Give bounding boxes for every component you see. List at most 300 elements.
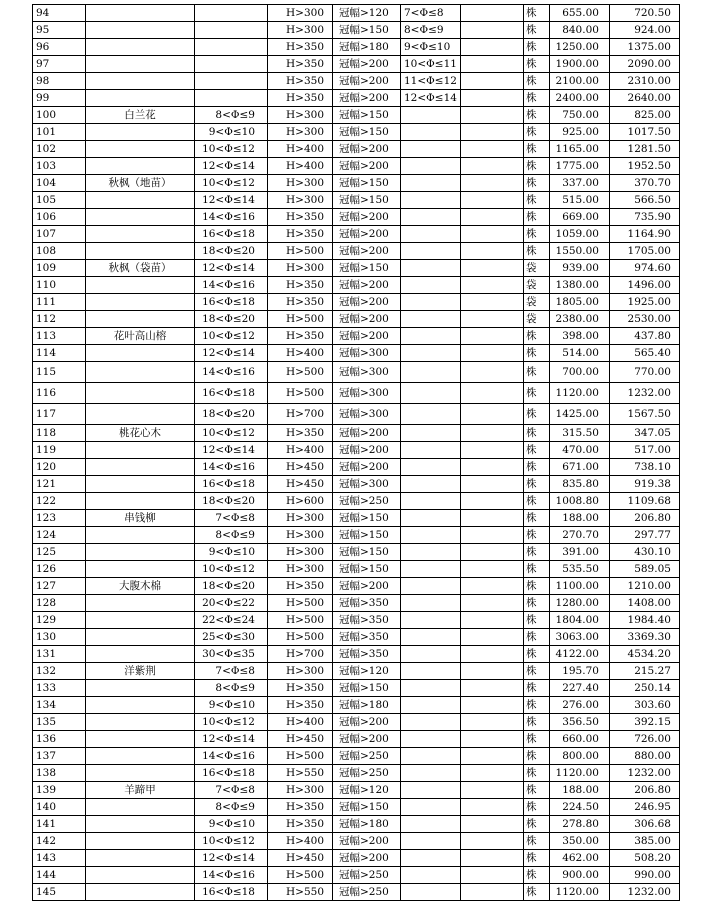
plant-name-cell <box>86 867 195 884</box>
diameter-spec-cell: 20<Φ≤22 <box>195 595 268 612</box>
price-cell: 227.40 <box>549 680 609 697</box>
table-row <box>33 561 680 578</box>
plant-name-cell <box>86 748 195 765</box>
crown-spec-cell: 冠幅>250 <box>333 493 401 510</box>
blank-cell <box>460 544 523 561</box>
height-spec-cell: H>350 <box>268 425 333 442</box>
diameter-spec-cell: 14<Φ≤16 <box>195 867 268 884</box>
table-row <box>33 731 680 748</box>
diameter-spec-cell: 16<Φ≤18 <box>195 226 268 243</box>
row-number-cell: 139 <box>33 782 86 799</box>
price-cell: 356.50 <box>549 714 609 731</box>
price-cell: 195.70 <box>549 663 609 680</box>
plant-name-cell <box>86 22 195 39</box>
price-cell: 514.00 <box>549 345 609 362</box>
blank-cell <box>460 833 523 850</box>
row-number-cell: 122 <box>33 493 86 510</box>
row-number-cell: 96 <box>33 39 86 56</box>
height-spec-cell: H>350 <box>268 209 333 226</box>
unit-cell: 株 <box>523 192 549 209</box>
extra-spec-cell <box>401 328 461 345</box>
plant-name-cell <box>86 697 195 714</box>
plant-name-cell <box>86 561 195 578</box>
crown-spec-cell: 冠幅>200 <box>333 158 401 175</box>
row-number-cell: 110 <box>33 277 86 294</box>
row-number-cell: 128 <box>33 595 86 612</box>
unit-cell: 株 <box>523 595 549 612</box>
blank-cell <box>460 612 523 629</box>
height-spec-cell: H>350 <box>268 799 333 816</box>
price-cell: 337.00 <box>549 175 609 192</box>
height-spec-cell: H>500 <box>268 311 333 328</box>
extra-spec-cell <box>401 544 461 561</box>
extra-spec-cell: 8<Φ≤9 <box>401 22 461 39</box>
plant-name-cell: 花叶高山榕 <box>86 328 195 345</box>
blank-cell <box>460 362 523 383</box>
table-body <box>33 5 680 901</box>
unit-cell: 株 <box>523 442 549 459</box>
blank-cell <box>460 226 523 243</box>
row-number-cell: 99 <box>33 90 86 107</box>
diameter-spec-cell: 22<Φ≤24 <box>195 612 268 629</box>
price-cell: 671.00 <box>549 459 609 476</box>
extra-spec-cell <box>401 209 461 226</box>
crown-spec-cell: 冠幅>200 <box>333 578 401 595</box>
extra-spec-cell <box>401 561 461 578</box>
price-incl-cell: 825.00 <box>609 107 679 124</box>
row-number-cell: 127 <box>33 578 86 595</box>
crown-spec-cell: 冠幅>180 <box>333 816 401 833</box>
blank-cell <box>460 459 523 476</box>
crown-spec-cell: 冠幅>150 <box>333 192 401 209</box>
table-row <box>33 277 680 294</box>
unit-cell: 株 <box>523 697 549 714</box>
unit-cell: 株 <box>523 141 549 158</box>
height-spec-cell: H>400 <box>268 141 333 158</box>
crown-spec-cell: 冠幅>120 <box>333 782 401 799</box>
row-number-cell: 137 <box>33 748 86 765</box>
price-incl-cell: 297.77 <box>609 527 679 544</box>
height-spec-cell: H>400 <box>268 345 333 362</box>
blank-cell <box>460 697 523 714</box>
price-cell: 669.00 <box>549 209 609 226</box>
extra-spec-cell <box>401 884 461 901</box>
price-cell: 700.00 <box>549 362 609 383</box>
plant-name-cell <box>86 73 195 90</box>
row-number-cell: 109 <box>33 260 86 277</box>
table-row <box>33 867 680 884</box>
table-row <box>33 765 680 782</box>
plant-name-cell: 串钱柳 <box>86 510 195 527</box>
table-row <box>33 595 680 612</box>
extra-spec-cell <box>401 646 461 663</box>
unit-cell: 株 <box>523 175 549 192</box>
diameter-spec-cell: 30<Φ≤35 <box>195 646 268 663</box>
plant-name-cell: 羊蹄甲 <box>86 782 195 799</box>
price-incl-cell: 1232.00 <box>609 383 679 404</box>
crown-spec-cell: 冠幅>350 <box>333 612 401 629</box>
price-incl-cell: 206.80 <box>609 510 679 527</box>
price-cell: 655.00 <box>549 5 609 22</box>
plant-name-cell <box>86 629 195 646</box>
price-cell: 1900.00 <box>549 56 609 73</box>
height-spec-cell: H>700 <box>268 404 333 425</box>
crown-spec-cell: 冠幅>250 <box>333 884 401 901</box>
blank-cell <box>460 192 523 209</box>
table-row <box>33 493 680 510</box>
diameter-spec-cell: 10<Φ≤12 <box>195 175 268 192</box>
row-number-cell: 140 <box>33 799 86 816</box>
table-row <box>33 328 680 345</box>
plant-name-cell <box>86 39 195 56</box>
unit-cell: 株 <box>523 680 549 697</box>
price-cell: 1120.00 <box>549 884 609 901</box>
price-incl-cell: 437.80 <box>609 328 679 345</box>
height-spec-cell: H>300 <box>268 260 333 277</box>
unit-cell: 株 <box>523 731 549 748</box>
crown-spec-cell: 冠幅>200 <box>333 425 401 442</box>
price-incl-cell: 1017.50 <box>609 124 679 141</box>
extra-spec-cell <box>401 799 461 816</box>
blank-cell <box>460 782 523 799</box>
crown-spec-cell: 冠幅>300 <box>333 345 401 362</box>
row-number-cell: 123 <box>33 510 86 527</box>
row-number-cell: 98 <box>33 73 86 90</box>
crown-spec-cell: 冠幅>150 <box>333 260 401 277</box>
table-row <box>33 476 680 493</box>
price-cell: 660.00 <box>549 731 609 748</box>
price-incl-cell: 508.20 <box>609 850 679 867</box>
price-cell: 835.80 <box>549 476 609 493</box>
row-number-cell: 126 <box>33 561 86 578</box>
price-incl-cell: 1210.00 <box>609 578 679 595</box>
unit-cell: 株 <box>523 209 549 226</box>
table-row <box>33 459 680 476</box>
unit-cell: 株 <box>523 476 549 493</box>
crown-spec-cell: 冠幅>300 <box>333 362 401 383</box>
table-row <box>33 311 680 328</box>
price-incl-cell: 919.38 <box>609 476 679 493</box>
extra-spec-cell <box>401 510 461 527</box>
unit-cell: 株 <box>523 90 549 107</box>
diameter-spec-cell: 9<Φ≤10 <box>195 124 268 141</box>
plant-name-cell <box>86 765 195 782</box>
plant-name-cell <box>86 56 195 73</box>
price-incl-cell: 347.05 <box>609 425 679 442</box>
price-cell: 2100.00 <box>549 73 609 90</box>
row-number-cell: 132 <box>33 663 86 680</box>
row-number-cell: 104 <box>33 175 86 192</box>
extra-spec-cell <box>401 680 461 697</box>
price-incl-cell: 430.10 <box>609 544 679 561</box>
price-cell: 2400.00 <box>549 90 609 107</box>
row-number-cell: 94 <box>33 5 86 22</box>
row-number-cell: 97 <box>33 56 86 73</box>
price-incl-cell: 738.10 <box>609 459 679 476</box>
blank-cell <box>460 5 523 22</box>
unit-cell: 株 <box>523 544 549 561</box>
row-number-cell: 138 <box>33 765 86 782</box>
diameter-spec-cell: 10<Φ≤12 <box>195 714 268 731</box>
diameter-spec-cell: 12<Φ≤14 <box>195 442 268 459</box>
crown-spec-cell: 冠幅>180 <box>333 39 401 56</box>
diameter-spec-cell: 14<Φ≤16 <box>195 277 268 294</box>
diameter-spec-cell: 14<Φ≤16 <box>195 748 268 765</box>
extra-spec-cell <box>401 714 461 731</box>
table-row <box>33 612 680 629</box>
blank-cell <box>460 294 523 311</box>
plant-name-cell <box>86 731 195 748</box>
unit-cell: 株 <box>523 782 549 799</box>
price-incl-cell: 1232.00 <box>609 765 679 782</box>
crown-spec-cell: 冠幅>120 <box>333 5 401 22</box>
extra-spec-cell <box>401 425 461 442</box>
height-spec-cell: H>500 <box>268 748 333 765</box>
table-row <box>33 850 680 867</box>
row-number-cell: 108 <box>33 243 86 260</box>
row-number-cell: 121 <box>33 476 86 493</box>
price-incl-cell: 2090.00 <box>609 56 679 73</box>
blank-cell <box>460 595 523 612</box>
height-spec-cell: H>350 <box>268 226 333 243</box>
diameter-spec-cell: 9<Φ≤10 <box>195 816 268 833</box>
price-incl-cell: 215.27 <box>609 663 679 680</box>
unit-cell: 株 <box>523 527 549 544</box>
row-number-cell: 114 <box>33 345 86 362</box>
table-row <box>33 833 680 850</box>
crown-spec-cell: 冠幅>200 <box>333 294 401 311</box>
blank-cell <box>460 124 523 141</box>
plant-name-cell <box>86 345 195 362</box>
price-cell: 398.00 <box>549 328 609 345</box>
price-cell: 315.50 <box>549 425 609 442</box>
crown-spec-cell: 冠幅>150 <box>333 124 401 141</box>
crown-spec-cell: 冠幅>150 <box>333 175 401 192</box>
blank-cell <box>460 816 523 833</box>
extra-spec-cell <box>401 175 461 192</box>
diameter-spec-cell: 10<Φ≤12 <box>195 328 268 345</box>
extra-spec-cell <box>401 243 461 260</box>
row-number-cell: 136 <box>33 731 86 748</box>
blank-cell <box>460 311 523 328</box>
height-spec-cell: H>350 <box>268 328 333 345</box>
height-spec-cell: H>500 <box>268 243 333 260</box>
table-row <box>33 345 680 362</box>
price-cell: 515.00 <box>549 192 609 209</box>
row-number-cell: 143 <box>33 850 86 867</box>
price-incl-cell: 1705.00 <box>609 243 679 260</box>
price-cell: 900.00 <box>549 867 609 884</box>
row-number-cell: 141 <box>33 816 86 833</box>
diameter-spec-cell: 18<Φ≤20 <box>195 243 268 260</box>
row-number-cell: 111 <box>33 294 86 311</box>
height-spec-cell: H>550 <box>268 765 333 782</box>
table-row <box>33 544 680 561</box>
table-row <box>33 73 680 90</box>
height-spec-cell: H>350 <box>268 816 333 833</box>
crown-spec-cell: 冠幅>150 <box>333 680 401 697</box>
height-spec-cell: H>300 <box>268 782 333 799</box>
plant-name-cell: 秋枫（地苗） <box>86 175 195 192</box>
height-spec-cell: H>300 <box>268 192 333 209</box>
table-row <box>33 209 680 226</box>
unit-cell: 株 <box>523 884 549 901</box>
extra-spec-cell <box>401 731 461 748</box>
diameter-spec-cell: 18<Φ≤20 <box>195 311 268 328</box>
diameter-spec-cell: 14<Φ≤16 <box>195 459 268 476</box>
plant-name-cell: 白兰花 <box>86 107 195 124</box>
height-spec-cell: H>300 <box>268 561 333 578</box>
plant-name-cell <box>86 680 195 697</box>
crown-spec-cell: 冠幅>350 <box>333 595 401 612</box>
height-spec-cell: H>450 <box>268 850 333 867</box>
blank-cell <box>460 476 523 493</box>
extra-spec-cell <box>401 107 461 124</box>
unit-cell: 株 <box>523 629 549 646</box>
extra-spec-cell: 9<Φ≤10 <box>401 39 461 56</box>
price-cell: 350.00 <box>549 833 609 850</box>
plant-name-cell <box>86 595 195 612</box>
price-cell: 1804.00 <box>549 612 609 629</box>
extra-spec-cell <box>401 158 461 175</box>
crown-spec-cell: 冠幅>200 <box>333 141 401 158</box>
height-spec-cell: H>350 <box>268 578 333 595</box>
unit-cell: 株 <box>523 765 549 782</box>
extra-spec-cell <box>401 748 461 765</box>
height-spec-cell: H>350 <box>268 294 333 311</box>
row-number-cell: 144 <box>33 867 86 884</box>
table-row <box>33 663 680 680</box>
plant-name-cell <box>86 799 195 816</box>
height-spec-cell: H>450 <box>268 731 333 748</box>
crown-spec-cell: 冠幅>350 <box>333 646 401 663</box>
diameter-spec-cell: 16<Φ≤18 <box>195 294 268 311</box>
diameter-spec-cell <box>195 73 268 90</box>
unit-cell: 袋 <box>523 277 549 294</box>
height-spec-cell: H>300 <box>268 544 333 561</box>
unit-cell: 株 <box>523 510 549 527</box>
blank-cell <box>460 175 523 192</box>
price-cell: 188.00 <box>549 782 609 799</box>
price-incl-cell: 880.00 <box>609 748 679 765</box>
table-row <box>33 56 680 73</box>
price-incl-cell: 385.00 <box>609 833 679 850</box>
price-cell: 3063.00 <box>549 629 609 646</box>
blank-cell <box>460 90 523 107</box>
blank-cell <box>460 73 523 90</box>
crown-spec-cell: 冠幅>150 <box>333 799 401 816</box>
height-spec-cell: H>500 <box>268 383 333 404</box>
blank-cell <box>460 158 523 175</box>
plant-name-cell <box>86 850 195 867</box>
diameter-spec-cell: 7<Φ≤8 <box>195 510 268 527</box>
diameter-spec-cell: 8<Φ≤9 <box>195 107 268 124</box>
blank-cell <box>460 209 523 226</box>
blank-cell <box>460 383 523 404</box>
extra-spec-cell <box>401 311 461 328</box>
row-number-cell: 113 <box>33 328 86 345</box>
price-incl-cell: 1952.50 <box>609 158 679 175</box>
unit-cell: 株 <box>523 56 549 73</box>
extra-spec-cell <box>401 404 461 425</box>
price-incl-cell: 1232.00 <box>609 884 679 901</box>
row-number-cell: 116 <box>33 383 86 404</box>
price-cell: 278.80 <box>549 816 609 833</box>
unit-cell: 株 <box>523 493 549 510</box>
blank-cell <box>460 345 523 362</box>
crown-spec-cell: 冠幅>150 <box>333 22 401 39</box>
unit-cell: 株 <box>523 345 549 362</box>
plant-name-cell <box>86 816 195 833</box>
table-row <box>33 39 680 56</box>
crown-spec-cell: 冠幅>300 <box>333 476 401 493</box>
price-cell: 925.00 <box>549 124 609 141</box>
diameter-spec-cell: 16<Φ≤18 <box>195 884 268 901</box>
price-cell: 1805.00 <box>549 294 609 311</box>
height-spec-cell: H>400 <box>268 833 333 850</box>
price-incl-cell: 1408.00 <box>609 595 679 612</box>
row-number-cell: 117 <box>33 404 86 425</box>
height-spec-cell: H>400 <box>268 714 333 731</box>
diameter-spec-cell: 10<Φ≤12 <box>195 561 268 578</box>
crown-spec-cell: 冠幅>200 <box>333 73 401 90</box>
row-number-cell: 125 <box>33 544 86 561</box>
unit-cell: 袋 <box>523 311 549 328</box>
extra-spec-cell <box>401 294 461 311</box>
price-incl-cell: 565.40 <box>609 345 679 362</box>
row-number-cell: 131 <box>33 646 86 663</box>
diameter-spec-cell: 16<Φ≤18 <box>195 383 268 404</box>
unit-cell: 株 <box>523 158 549 175</box>
extra-spec-cell <box>401 277 461 294</box>
height-spec-cell: H>350 <box>268 39 333 56</box>
diameter-spec-cell: 12<Φ≤14 <box>195 260 268 277</box>
plant-name-cell <box>86 311 195 328</box>
table-row <box>33 697 680 714</box>
crown-spec-cell: 冠幅>200 <box>333 442 401 459</box>
height-spec-cell: H>600 <box>268 493 333 510</box>
blank-cell <box>460 578 523 595</box>
blank-cell <box>460 260 523 277</box>
unit-cell: 株 <box>523 578 549 595</box>
table-row <box>33 816 680 833</box>
unit-cell: 袋 <box>523 260 549 277</box>
blank-cell <box>460 527 523 544</box>
unit-cell: 株 <box>523 867 549 884</box>
table-row <box>33 158 680 175</box>
price-incl-cell: 206.80 <box>609 782 679 799</box>
diameter-spec-cell: 18<Φ≤20 <box>195 493 268 510</box>
blank-cell <box>460 141 523 158</box>
crown-spec-cell: 冠幅>200 <box>333 714 401 731</box>
price-incl-cell: 1109.68 <box>609 493 679 510</box>
plant-name-cell <box>86 158 195 175</box>
extra-spec-cell: 10<Φ≤11 <box>401 56 461 73</box>
plant-name-cell <box>86 209 195 226</box>
extra-spec-cell <box>401 612 461 629</box>
price-incl-cell: 246.95 <box>609 799 679 816</box>
price-incl-cell: 726.00 <box>609 731 679 748</box>
crown-spec-cell: 冠幅>200 <box>333 56 401 73</box>
blank-cell <box>460 107 523 124</box>
unit-cell: 株 <box>523 22 549 39</box>
extra-spec-cell <box>401 442 461 459</box>
price-cell: 224.50 <box>549 799 609 816</box>
crown-spec-cell: 冠幅>200 <box>333 226 401 243</box>
unit-cell: 株 <box>523 459 549 476</box>
table-row <box>33 799 680 816</box>
row-number-cell: 105 <box>33 192 86 209</box>
